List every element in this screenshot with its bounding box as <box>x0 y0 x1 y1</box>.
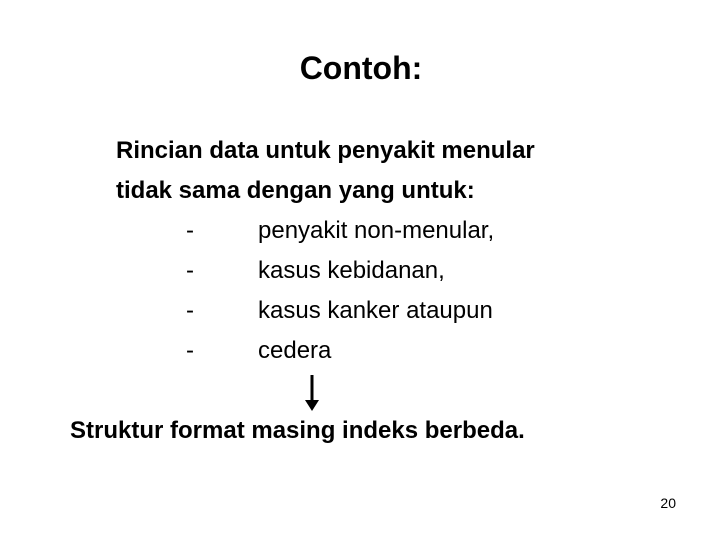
bullet-list <box>0 211 720 371</box>
slide-title <box>0 48 720 88</box>
bullet-dash: - <box>186 337 194 364</box>
list-item <box>0 211 720 251</box>
list-item <box>0 331 720 371</box>
bullet-dash: - <box>186 217 194 244</box>
intro-text <box>116 131 535 211</box>
bullet-text: kasus kanker ataupun <box>258 297 493 324</box>
bullet-text: kasus kebidanan, <box>258 257 445 284</box>
arrow-down-icon <box>303 373 321 413</box>
bullet-text: penyakit non-menular, <box>258 217 495 244</box>
bullet-text: cedera <box>258 337 332 364</box>
conclusion-text: Struktur format masing indeks berbeda. <box>70 417 525 444</box>
list-item <box>0 291 720 331</box>
page-number: 20 <box>660 495 676 511</box>
bullet-dash: - <box>186 257 194 284</box>
list-item <box>0 251 720 291</box>
intro-line-1: Rincian data untuk penyakit menular <box>116 137 535 164</box>
slide-title-text: Contoh: <box>299 50 423 86</box>
intro-line-2: tidak sama dengan yang untuk: <box>116 177 475 204</box>
bullet-dash: - <box>186 297 194 324</box>
